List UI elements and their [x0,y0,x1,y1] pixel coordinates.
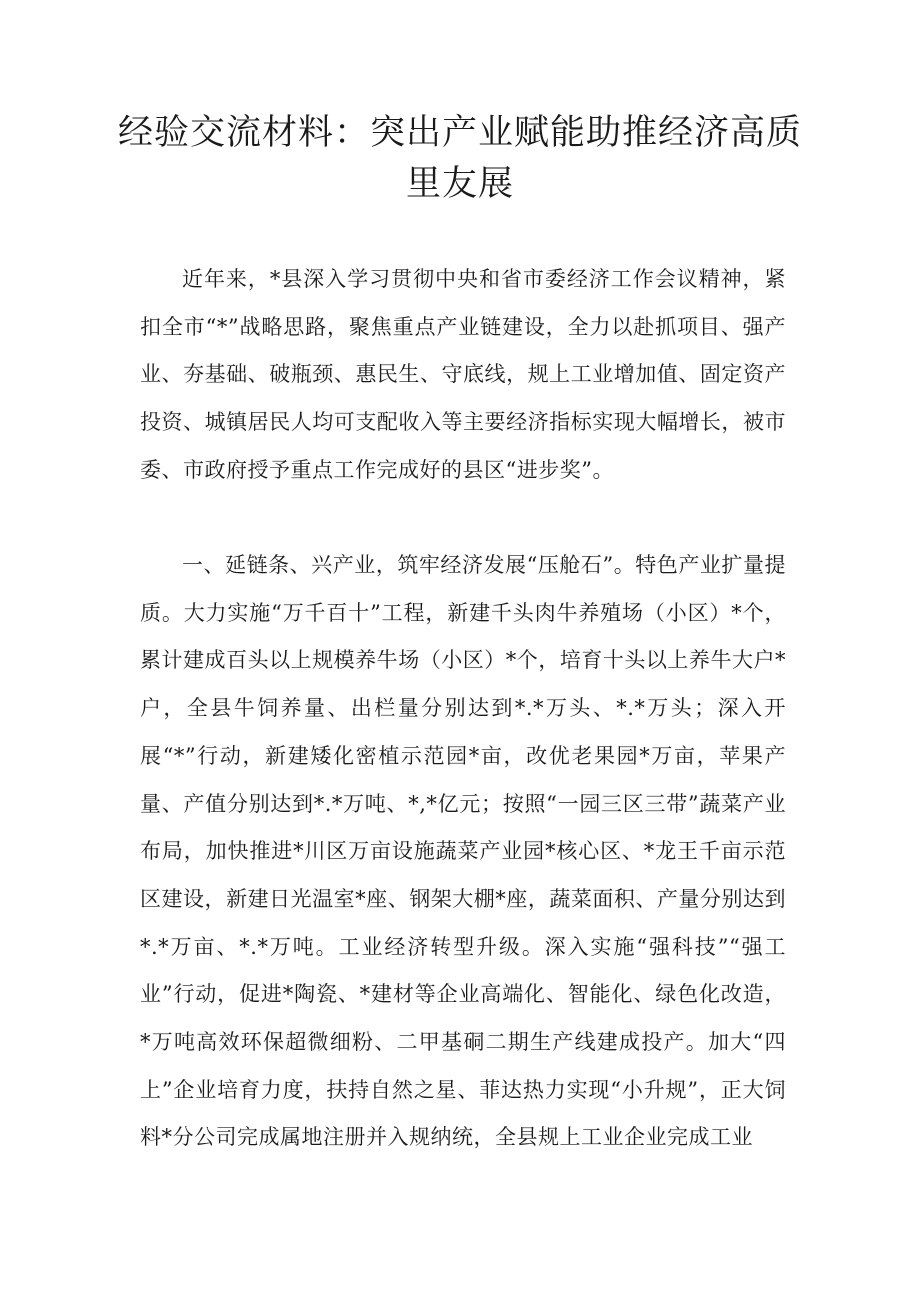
paragraph-intro: 近年来，*县深入学习贯彻中央和省市委经济工作会议精神，紧扣全市“*”战略思路，聚焦重点产业链建设，全力以赴抓项目、强产业、夯基础、破瓶颈、惠民生、守底线，规上工业增加值、固定资产投资、城镇居民人均可支配收入等主要经济指标实现大幅增长，被市委、市政府授予重点工作完成好的县区“进步奖”。 [140,267,786,482]
document-title: 经验交流材料：突出产业赋能助推经济高质里友展 [117,113,802,204]
paragraph-section-one: 一、延链条、兴产业，筑牢经济发展“压舱石”。特色产业扩量提质。大力实施“万千百十”工程，新建千头肉牛养殖场（小区）*个，累计建成百头以上规模养牛场（小区）*个，培育十头以上养牛大户*户，全县牛饲养量、出栏量分别达到*.*万头、*.*万头；深入开展“*”行动，新建矮化密植示范园*亩，改优老果园*万亩，苹果产量、产值分别达到*.*万吨、*,*亿元；按照“一园三区三带”蔬菜产业布局，加快推进*川区万亩设施蔬菜产业园*核心区、*龙王千亩示范区建设，新建日光温室*座、钢架大棚*座，蔬菜面积、产量分别达到*.*万亩、*.*万吨。工业经济转型升级。深入实施“强科技”“强工业”行动，促进*陶瓷、*建材等企业高端化、智能化、绿色化改造，*万吨高效环保超微细粉、二甲基硐二期生产线建成投产。加大“四上”企业培育力度，扶持自然之星、菲达热力实现“小升规”，正大饲料*分公司完成属地注册并入规纳统，全县规上工业企业完成工业 [140,553,786,1150]
